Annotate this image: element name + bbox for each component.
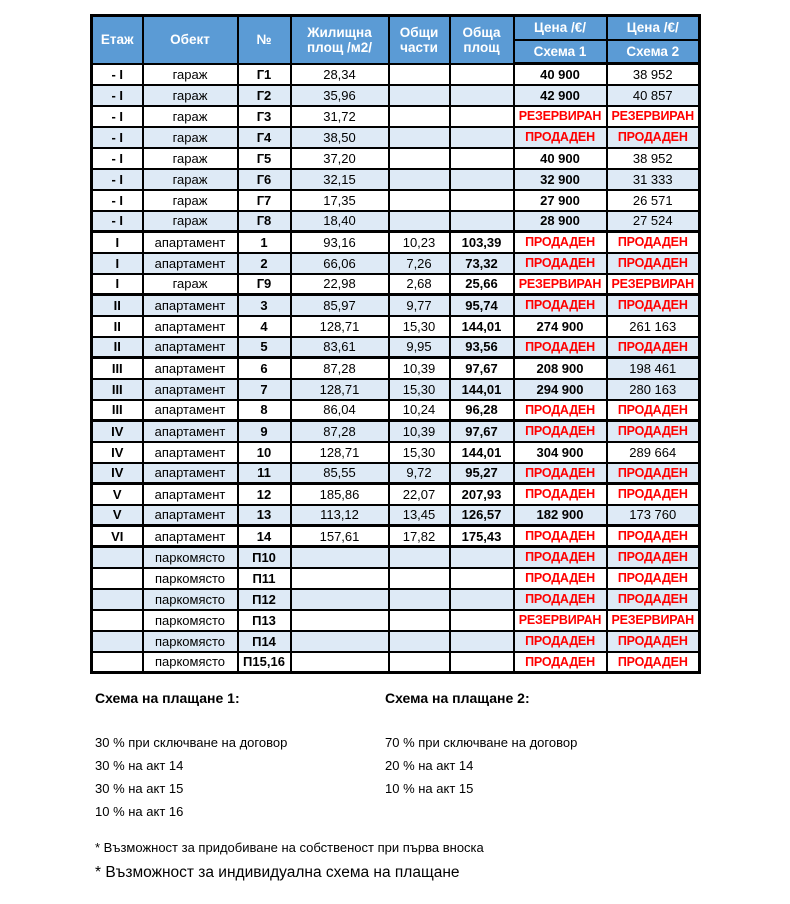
cell-num: П11: [238, 568, 291, 589]
cell-num: 1: [238, 232, 291, 253]
cell-object: гараж: [143, 127, 238, 148]
cell-total: 144,01: [450, 442, 514, 463]
cell-num: П15,16: [238, 652, 291, 673]
cell-total: 25,66: [450, 274, 514, 295]
cell-num: 13: [238, 505, 291, 526]
payment-schemes: [95, 690, 675, 823]
cell-floor: IV: [92, 442, 143, 463]
cell-floor: II: [92, 337, 143, 358]
cell-num: 11: [238, 463, 291, 484]
cell-total: 95,74: [450, 295, 514, 316]
cell-total: [450, 631, 514, 652]
cell-total: [450, 190, 514, 211]
cell-floor: - I: [92, 148, 143, 169]
cell-object: апартамент: [143, 484, 238, 505]
price-table: [90, 14, 701, 674]
cell-common: 13,45: [389, 505, 450, 526]
table-row: [92, 337, 700, 358]
cell-num: 4: [238, 316, 291, 337]
cell-living: 66,06: [291, 253, 389, 274]
header-scheme2-label: Схема 2: [607, 40, 700, 64]
cell-num: Г2: [238, 85, 291, 106]
cell-object: апартамент: [143, 253, 238, 274]
header-common-parts-line1: Общи: [399, 24, 439, 40]
cell-object: апартамент: [143, 316, 238, 337]
cell-object: апартамент: [143, 358, 238, 379]
cell-price1: ПРОДАДЕН: [514, 547, 607, 568]
cell-living: 85,55: [291, 463, 389, 484]
cell-total: [450, 568, 514, 589]
cell-living: 87,28: [291, 358, 389, 379]
cell-floor: - I: [92, 85, 143, 106]
cell-price1: ПРОДАДЕН: [514, 484, 607, 505]
cell-living: 32,15: [291, 169, 389, 190]
cell-num: Г6: [238, 169, 291, 190]
table-row: [92, 106, 700, 127]
table-row: [92, 358, 700, 379]
cell-living: [291, 610, 389, 631]
cell-total: [450, 547, 514, 568]
cell-floor: III: [92, 400, 143, 421]
header-living-area-line2: площ /м2/: [307, 39, 372, 55]
table-row: [92, 274, 700, 295]
cell-object: гараж: [143, 85, 238, 106]
cell-common: [389, 547, 450, 568]
header-scheme1-label: Схема 1: [514, 40, 607, 64]
cell-common: [389, 589, 450, 610]
cell-num: Г4: [238, 127, 291, 148]
cell-common: 10,39: [389, 358, 450, 379]
cell-common: 10,24: [389, 400, 450, 421]
header-total-area-line2: площ: [463, 39, 500, 55]
cell-total: [450, 589, 514, 610]
cell-price2: ПРОДАДЕН: [607, 295, 700, 316]
cell-object: апартамент: [143, 232, 238, 253]
cell-object: паркомясто: [143, 631, 238, 652]
cell-price2: 38 952: [607, 148, 700, 169]
cell-floor: - I: [92, 211, 143, 232]
footnote-individual-scheme: * Възможност за индивидуална схема на плащане: [95, 864, 460, 881]
table-row: [92, 127, 700, 148]
cell-price2: РЕЗЕРВИРАН: [607, 274, 700, 295]
cell-object: апартамент: [143, 337, 238, 358]
cell-price2: ПРОДАДЕН: [607, 589, 700, 610]
cell-total: [450, 64, 514, 85]
cell-living: 18,40: [291, 211, 389, 232]
cell-object: паркомясто: [143, 610, 238, 631]
cell-total: 95,27: [450, 463, 514, 484]
cell-num: 12: [238, 484, 291, 505]
table-row: [92, 589, 700, 610]
cell-num: 9: [238, 421, 291, 442]
cell-price1: РЕЗЕРВИРАН: [514, 106, 607, 127]
cell-price1: ПРОДАДЕН: [514, 568, 607, 589]
cell-object: паркомясто: [143, 568, 238, 589]
cell-num: 7: [238, 379, 291, 400]
footnote-ownership: * Възможност за придобиване на собственост при първа вноска: [95, 840, 484, 855]
cell-num: П12: [238, 589, 291, 610]
scheme-line: 20 % на акт 14: [385, 758, 474, 773]
cell-living: 185,86: [291, 484, 389, 505]
footnotes: [95, 840, 484, 882]
table-row: [92, 652, 700, 673]
table-row: [92, 85, 700, 106]
table-row: [92, 484, 700, 505]
cell-price1: 32 900: [514, 169, 607, 190]
cell-price2: РЕЗЕРВИРАН: [607, 610, 700, 631]
cell-floor: [92, 652, 143, 673]
cell-living: [291, 652, 389, 673]
cell-living: 35,96: [291, 85, 389, 106]
table-row: [92, 568, 700, 589]
cell-price2: ПРОДАДЕН: [607, 400, 700, 421]
cell-common: [389, 568, 450, 589]
scheme-line: 10 % на акт 15: [385, 781, 474, 796]
cell-living: 31,72: [291, 106, 389, 127]
cell-price2: ПРОДАДЕН: [607, 127, 700, 148]
cell-floor: I: [92, 232, 143, 253]
cell-total: [450, 148, 514, 169]
cell-total: 175,43: [450, 526, 514, 547]
cell-living: 83,61: [291, 337, 389, 358]
cell-floor: - I: [92, 106, 143, 127]
cell-object: апартамент: [143, 400, 238, 421]
cell-num: 3: [238, 295, 291, 316]
cell-price2: ПРОДАДЕН: [607, 484, 700, 505]
table-row: [92, 316, 700, 337]
cell-price1: 40 900: [514, 148, 607, 169]
cell-price2: ПРОДАДЕН: [607, 253, 700, 274]
header-living-area: [291, 16, 389, 64]
cell-price1: 42 900: [514, 85, 607, 106]
cell-price2: 27 524: [607, 211, 700, 232]
cell-num: Г7: [238, 190, 291, 211]
cell-price1: ПРОДАДЕН: [514, 337, 607, 358]
cell-price2: ПРОДАДЕН: [607, 652, 700, 673]
cell-num: Г3: [238, 106, 291, 127]
header-common-parts-line2: части: [400, 39, 438, 55]
cell-living: 28,34: [291, 64, 389, 85]
cell-price2: ПРОДАДЕН: [607, 337, 700, 358]
cell-common: [389, 64, 450, 85]
cell-object: гараж: [143, 274, 238, 295]
cell-object: паркомясто: [143, 652, 238, 673]
cell-common: [389, 85, 450, 106]
cell-price2: 261 163: [607, 316, 700, 337]
cell-price2: ПРОДАДЕН: [607, 547, 700, 568]
cell-living: 128,71: [291, 379, 389, 400]
cell-common: 10,39: [389, 421, 450, 442]
cell-price2: 40 857: [607, 85, 700, 106]
cell-object: апартамент: [143, 295, 238, 316]
cell-price1: ПРОДАДЕН: [514, 526, 607, 547]
cell-object: гараж: [143, 169, 238, 190]
cell-total: [450, 169, 514, 190]
cell-price2: 289 664: [607, 442, 700, 463]
cell-floor: V: [92, 484, 143, 505]
cell-price2: ПРОДАДЕН: [607, 631, 700, 652]
cell-object: паркомясто: [143, 547, 238, 568]
cell-living: 87,28: [291, 421, 389, 442]
cell-price1: 28 900: [514, 211, 607, 232]
payment-scheme-2-title: Схема на плащане 2:: [385, 690, 530, 706]
table-row: [92, 631, 700, 652]
cell-living: 85,97: [291, 295, 389, 316]
cell-price1: ПРОДАДЕН: [514, 421, 607, 442]
cell-living: 128,71: [291, 442, 389, 463]
cell-total: 144,01: [450, 316, 514, 337]
table-row: [92, 421, 700, 442]
cell-num: 8: [238, 400, 291, 421]
table-row: [92, 547, 700, 568]
cell-num: П14: [238, 631, 291, 652]
cell-living: 113,12: [291, 505, 389, 526]
cell-floor: - I: [92, 169, 143, 190]
cell-price1: ПРОДАДЕН: [514, 631, 607, 652]
cell-price2: ПРОДАДЕН: [607, 463, 700, 484]
cell-price1: 40 900: [514, 64, 607, 85]
cell-floor: [92, 610, 143, 631]
cell-total: 96,28: [450, 400, 514, 421]
cell-price2: ПРОДАДЕН: [607, 568, 700, 589]
cell-living: 93,16: [291, 232, 389, 253]
cell-price2: ПРОДАДЕН: [607, 421, 700, 442]
cell-living: 128,71: [291, 316, 389, 337]
cell-object: апартамент: [143, 421, 238, 442]
cell-num: 10: [238, 442, 291, 463]
cell-floor: I: [92, 274, 143, 295]
cell-object: гараж: [143, 211, 238, 232]
cell-common: 15,30: [389, 379, 450, 400]
cell-total: [450, 85, 514, 106]
cell-total: [450, 127, 514, 148]
table-row: [92, 169, 700, 190]
header-common-parts: [389, 16, 450, 64]
scheme-line: 30 % на акт 15: [95, 781, 184, 796]
cell-price1: РЕЗЕРВИРАН: [514, 274, 607, 295]
payment-scheme-1: [95, 690, 385, 823]
cell-common: 22,07: [389, 484, 450, 505]
cell-floor: [92, 631, 143, 652]
cell-total: 103,39: [450, 232, 514, 253]
cell-price2: РЕЗЕРВИРАН: [607, 106, 700, 127]
header-floor: Етаж: [92, 16, 143, 64]
cell-object: гараж: [143, 148, 238, 169]
cell-price1: 304 900: [514, 442, 607, 463]
cell-common: [389, 190, 450, 211]
header-price-scheme2: Цена /€/: [607, 16, 700, 40]
table-row: [92, 463, 700, 484]
cell-floor: II: [92, 316, 143, 337]
cell-price2: 280 163: [607, 379, 700, 400]
cell-floor: [92, 589, 143, 610]
cell-living: 157,61: [291, 526, 389, 547]
cell-price2: ПРОДАДЕН: [607, 526, 700, 547]
table-row: [92, 295, 700, 316]
cell-floor: I: [92, 253, 143, 274]
cell-object: апартамент: [143, 442, 238, 463]
cell-num: П13: [238, 610, 291, 631]
cell-object: апартамент: [143, 379, 238, 400]
cell-object: гараж: [143, 64, 238, 85]
cell-living: [291, 589, 389, 610]
cell-num: 5: [238, 337, 291, 358]
cell-living: [291, 547, 389, 568]
cell-common: [389, 652, 450, 673]
cell-total: 207,93: [450, 484, 514, 505]
cell-object: гараж: [143, 190, 238, 211]
cell-living: [291, 568, 389, 589]
cell-price2: ПРОДАДЕН: [607, 232, 700, 253]
header-object: Обект: [143, 16, 238, 64]
cell-common: 9,72: [389, 463, 450, 484]
cell-object: паркомясто: [143, 589, 238, 610]
header-number: №: [238, 16, 291, 64]
cell-price2: 198 461: [607, 358, 700, 379]
cell-total: [450, 106, 514, 127]
table-row: [92, 505, 700, 526]
table-row: [92, 148, 700, 169]
cell-living: 38,50: [291, 127, 389, 148]
cell-total: 97,67: [450, 358, 514, 379]
cell-floor: III: [92, 379, 143, 400]
cell-num: 6: [238, 358, 291, 379]
scheme-line: 30 % при сключване на договор: [95, 735, 288, 750]
cell-common: 15,30: [389, 442, 450, 463]
cell-floor: - I: [92, 127, 143, 148]
cell-common: 10,23: [389, 232, 450, 253]
cell-living: 37,20: [291, 148, 389, 169]
cell-total: [450, 211, 514, 232]
cell-total: 93,56: [450, 337, 514, 358]
cell-common: 15,30: [389, 316, 450, 337]
cell-num: П10: [238, 547, 291, 568]
cell-price1: ПРОДАДЕН: [514, 589, 607, 610]
cell-total: 144,01: [450, 379, 514, 400]
cell-floor: - I: [92, 190, 143, 211]
cell-num: Г9: [238, 274, 291, 295]
cell-price1: ПРОДАДЕН: [514, 295, 607, 316]
cell-price1: 274 900: [514, 316, 607, 337]
cell-num: Г1: [238, 64, 291, 85]
cell-price1: ПРОДАДЕН: [514, 253, 607, 274]
cell-price1: ПРОДАДЕН: [514, 232, 607, 253]
cell-price1: 182 900: [514, 505, 607, 526]
cell-floor: III: [92, 358, 143, 379]
header-total-area-line1: Обща: [462, 24, 501, 40]
cell-price1: 27 900: [514, 190, 607, 211]
cell-floor: IV: [92, 421, 143, 442]
cell-common: 2,68: [389, 274, 450, 295]
cell-floor: - I: [92, 64, 143, 85]
table-row: [92, 232, 700, 253]
cell-object: гараж: [143, 106, 238, 127]
cell-object: апартамент: [143, 526, 238, 547]
cell-num: Г5: [238, 148, 291, 169]
cell-price1: ПРОДАДЕН: [514, 127, 607, 148]
cell-price2: 38 952: [607, 64, 700, 85]
scheme-line: 70 % при сключване на договор: [385, 735, 578, 750]
table-row: [92, 211, 700, 232]
cell-floor: VI: [92, 526, 143, 547]
cell-price1: РЕЗЕРВИРАН: [514, 610, 607, 631]
cell-floor: V: [92, 505, 143, 526]
payment-scheme-2: [385, 690, 675, 823]
cell-total: 97,67: [450, 421, 514, 442]
scheme-line: 10 % на акт 16: [95, 804, 184, 819]
cell-common: 9,95: [389, 337, 450, 358]
cell-num: 2: [238, 253, 291, 274]
cell-num: Г8: [238, 211, 291, 232]
cell-total: 126,57: [450, 505, 514, 526]
cell-common: [389, 148, 450, 169]
cell-price2: 173 760: [607, 505, 700, 526]
cell-floor: [92, 568, 143, 589]
table-row: [92, 442, 700, 463]
cell-price1: ПРОДАДЕН: [514, 652, 607, 673]
table-row: [92, 190, 700, 211]
cell-common: [389, 211, 450, 232]
cell-price1: 208 900: [514, 358, 607, 379]
cell-living: 17,35: [291, 190, 389, 211]
cell-common: [389, 631, 450, 652]
cell-common: 17,82: [389, 526, 450, 547]
cell-floor: II: [92, 295, 143, 316]
cell-total: [450, 610, 514, 631]
table-row: [92, 253, 700, 274]
cell-object: апартамент: [143, 463, 238, 484]
cell-price1: ПРОДАДЕН: [514, 463, 607, 484]
cell-object: апартамент: [143, 505, 238, 526]
cell-total: [450, 652, 514, 673]
cell-common: [389, 127, 450, 148]
cell-living: 86,04: [291, 400, 389, 421]
cell-living: [291, 631, 389, 652]
table-row: [92, 64, 700, 85]
cell-common: [389, 169, 450, 190]
cell-total: 73,32: [450, 253, 514, 274]
cell-common: 7,26: [389, 253, 450, 274]
cell-common: [389, 106, 450, 127]
cell-price1: 294 900: [514, 379, 607, 400]
cell-price1: ПРОДАДЕН: [514, 400, 607, 421]
header-price-scheme1: Цена /€/: [514, 16, 607, 40]
cell-common: 9,77: [389, 295, 450, 316]
table-row: [92, 379, 700, 400]
cell-floor: IV: [92, 463, 143, 484]
cell-living: 22,98: [291, 274, 389, 295]
cell-num: 14: [238, 526, 291, 547]
cell-price2: 26 571: [607, 190, 700, 211]
cell-common: [389, 610, 450, 631]
table-row: [92, 400, 700, 421]
cell-price2: 31 333: [607, 169, 700, 190]
scheme-line: 30 % на акт 14: [95, 758, 184, 773]
cell-floor: [92, 547, 143, 568]
table-row: [92, 610, 700, 631]
header-total-area: [450, 16, 514, 64]
table-row: [92, 526, 700, 547]
header-living-area-line1: Жилищна: [307, 24, 372, 40]
payment-scheme-1-title: Схема на плащане 1:: [95, 690, 240, 706]
